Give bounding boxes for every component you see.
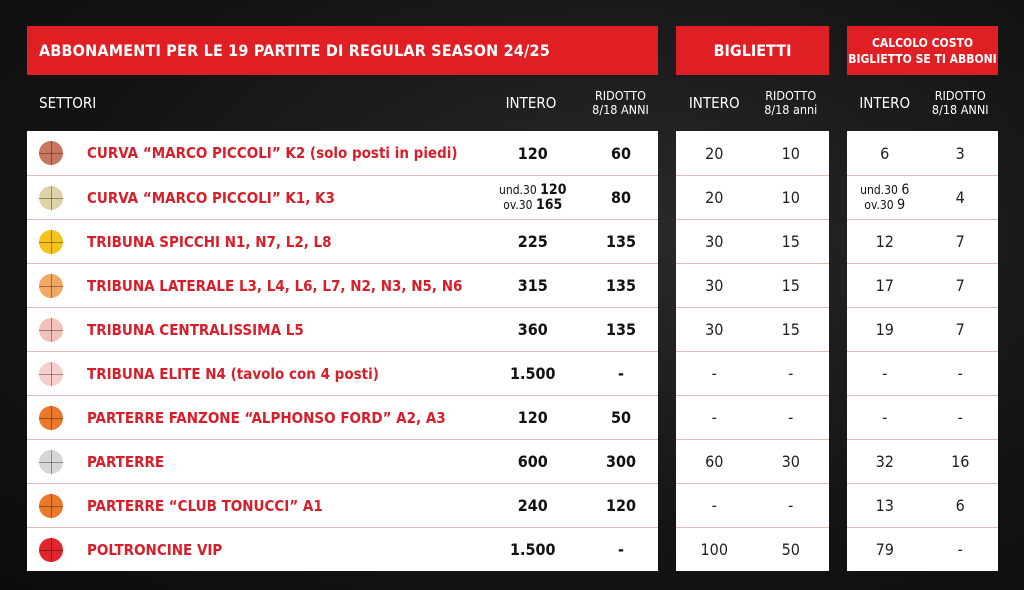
abbonamenti-title: ABBONAMENTI PER LE 19 PARTITE DI REGULAR SEASON 24/25	[27, 26, 658, 75]
table-row	[676, 351, 829, 395]
und30-value: 6	[901, 181, 910, 198]
ridotto-value: 10	[781, 143, 800, 163]
basketball-icon	[39, 406, 63, 430]
ridotto-value: 120	[605, 496, 637, 515]
ridotto-value: 6	[955, 496, 965, 515]
ridotto-value: 50	[611, 408, 632, 427]
ridotto-value: 15	[781, 320, 800, 339]
intero-value: 20	[705, 188, 724, 207]
intero-value: -	[711, 496, 717, 515]
col-ridotto: RIDOTTO 8/18 ANNI	[592, 88, 649, 117]
table-row	[27, 263, 658, 307]
intero-split	[481, 183, 584, 213]
abbonamenti-panel	[27, 26, 658, 571]
intero-split	[847, 183, 923, 213]
table-row	[676, 439, 829, 483]
intero-value: 6	[880, 143, 890, 163]
calcolo-title: CALCOLO COSTO BIGLIETTO SE TI ABBONI	[847, 26, 998, 75]
table-row	[27, 483, 658, 527]
table-row	[847, 527, 998, 571]
table-row	[847, 175, 998, 219]
intero-value: 17	[875, 276, 894, 295]
ridotto-value: 7	[955, 320, 965, 339]
basketball-icon	[39, 538, 63, 562]
intero-value: 79	[875, 540, 894, 559]
intero-value: -	[711, 364, 717, 383]
table-row	[847, 483, 998, 527]
sector-name: PARTERRE FANZONE “ALPHONSO FORD” A2, A3	[87, 408, 446, 427]
sector-name: CURVA “MARCO PICCOLI” K1, K3	[87, 188, 335, 207]
ridotto-value: 60	[611, 143, 632, 163]
table-row	[27, 175, 658, 219]
ridotto-value: -	[788, 496, 794, 515]
biglietti-panel	[676, 26, 829, 571]
ridotto-value: 135	[605, 320, 637, 339]
basketball-icon	[39, 318, 63, 342]
col-settori: SETTORI	[39, 94, 97, 112]
table-row	[676, 483, 829, 527]
table-row	[27, 351, 658, 395]
calcolo-rows	[847, 131, 998, 571]
ov30-label: ov.30	[503, 197, 533, 212]
sector-name: POLTRONCINE VIP	[87, 540, 223, 559]
ridotto-value: -	[788, 408, 794, 427]
und30-value: 120	[540, 181, 567, 198]
table-row	[676, 175, 829, 219]
ridotto-value: 4	[955, 188, 965, 207]
table-row	[847, 263, 998, 307]
table-row	[847, 439, 998, 483]
basketball-icon	[39, 450, 63, 474]
basketball-icon	[39, 362, 63, 386]
ridotto-value: 7	[955, 276, 965, 295]
intero-value: 360	[517, 320, 548, 339]
intero-value: 120	[517, 143, 548, 163]
intero-value: 30	[705, 320, 724, 339]
calcolo-column-headers	[847, 75, 998, 131]
intero-value: 12	[875, 232, 894, 251]
biglietti-rows	[676, 131, 829, 571]
und30-label: und.30	[499, 182, 537, 197]
sector-name: PARTERRE “CLUB TONUCCI” A1	[87, 496, 323, 515]
abbonamenti-rows	[27, 131, 658, 571]
col-intero: INTERO	[688, 94, 740, 112]
intero-value: 600	[517, 452, 548, 471]
table-row	[676, 263, 829, 307]
intero-value: 240	[517, 496, 548, 515]
basketball-icon	[39, 141, 63, 165]
basketball-icon	[39, 494, 63, 518]
ridotto-value: -	[957, 540, 963, 559]
sector-name: TRIBUNA CENTRALISSIMA L5	[87, 320, 304, 339]
col-intero: INTERO	[859, 94, 911, 112]
basketball-icon	[39, 274, 63, 298]
intero-value: 1.500	[509, 364, 556, 383]
table-row	[847, 219, 998, 263]
biglietti-title: BIGLIETTI	[676, 26, 829, 75]
intero-value: 19	[875, 320, 894, 339]
table-row	[847, 351, 998, 395]
abbonamenti-column-headers	[27, 75, 658, 131]
ridotto-value: 30	[781, 452, 800, 471]
intero-value: 60	[705, 452, 724, 471]
ridotto-value: 16	[951, 452, 970, 471]
table-row	[27, 307, 658, 351]
intero-value: 30	[705, 276, 724, 295]
table-row	[27, 219, 658, 263]
table-row	[847, 307, 998, 351]
table-row	[27, 131, 658, 175]
ridotto-value: 135	[605, 232, 637, 251]
sector-name: TRIBUNA ELITE N4 (tavolo con 4 posti)	[87, 364, 379, 383]
intero-value: -	[882, 408, 888, 427]
ridotto-value: 3	[955, 143, 965, 163]
intero-value: 315	[517, 276, 548, 295]
ov30-value: 165	[535, 196, 563, 213]
ov30-value: 9	[897, 196, 906, 213]
table-row	[676, 395, 829, 439]
intero-value: 30	[705, 232, 724, 251]
basketball-icon	[39, 230, 63, 254]
col-intero: INTERO	[505, 94, 557, 112]
intero-value: -	[711, 408, 717, 427]
ridotto-value: 7	[955, 232, 965, 251]
sector-name: PARTERRE	[87, 452, 165, 471]
ridotto-value: 50	[781, 540, 800, 559]
table-row	[27, 395, 658, 439]
sector-name: CURVA “MARCO PICCOLI” K2 (solo posti in piedi)	[87, 144, 458, 162]
basketball-icon	[39, 186, 63, 210]
table-row	[676, 131, 829, 175]
intero-value: 13	[875, 496, 894, 515]
intero-value: 120	[517, 408, 548, 427]
ridotto-value: -	[618, 364, 624, 383]
calcolo-panel	[847, 26, 998, 571]
intero-value: 1.500	[509, 540, 556, 559]
ridotto-value: -	[957, 364, 963, 383]
ridotto-value: -	[957, 408, 963, 427]
intero-value: 32	[875, 452, 894, 471]
ridotto-value: 80	[611, 188, 632, 207]
col-ridotto: RIDOTTO 8/18 anni	[764, 88, 818, 117]
intero-value: 20	[705, 143, 724, 163]
ridotto-value: 15	[781, 276, 800, 295]
ridotto-value: -	[618, 540, 624, 559]
table-row	[847, 131, 998, 175]
table-row	[676, 219, 829, 263]
table-row	[847, 395, 998, 439]
ridotto-value: 10	[781, 188, 800, 207]
und30-label: und.30	[860, 182, 898, 197]
table-row	[676, 307, 829, 351]
intero-value: 225	[517, 232, 548, 251]
biglietti-column-headers	[676, 75, 829, 131]
ov30-label: ov.30	[864, 197, 894, 212]
ridotto-value: 135	[605, 276, 637, 295]
intero-value: 100	[700, 540, 728, 559]
col-ridotto: RIDOTTO 8/18 ANNI	[931, 88, 989, 117]
table-row	[27, 527, 658, 571]
sector-name: TRIBUNA LATERALE L3, L4, L6, L7, N2, N3, N5, N6	[87, 276, 463, 295]
ridotto-value: -	[788, 364, 794, 383]
ridotto-value: 300	[605, 452, 637, 471]
ridotto-value: 15	[781, 232, 800, 251]
intero-value: -	[882, 364, 888, 383]
table-row	[27, 439, 658, 483]
sector-name: TRIBUNA SPICCHI N1, N7, L2, L8	[87, 232, 332, 251]
table-row	[676, 527, 829, 571]
